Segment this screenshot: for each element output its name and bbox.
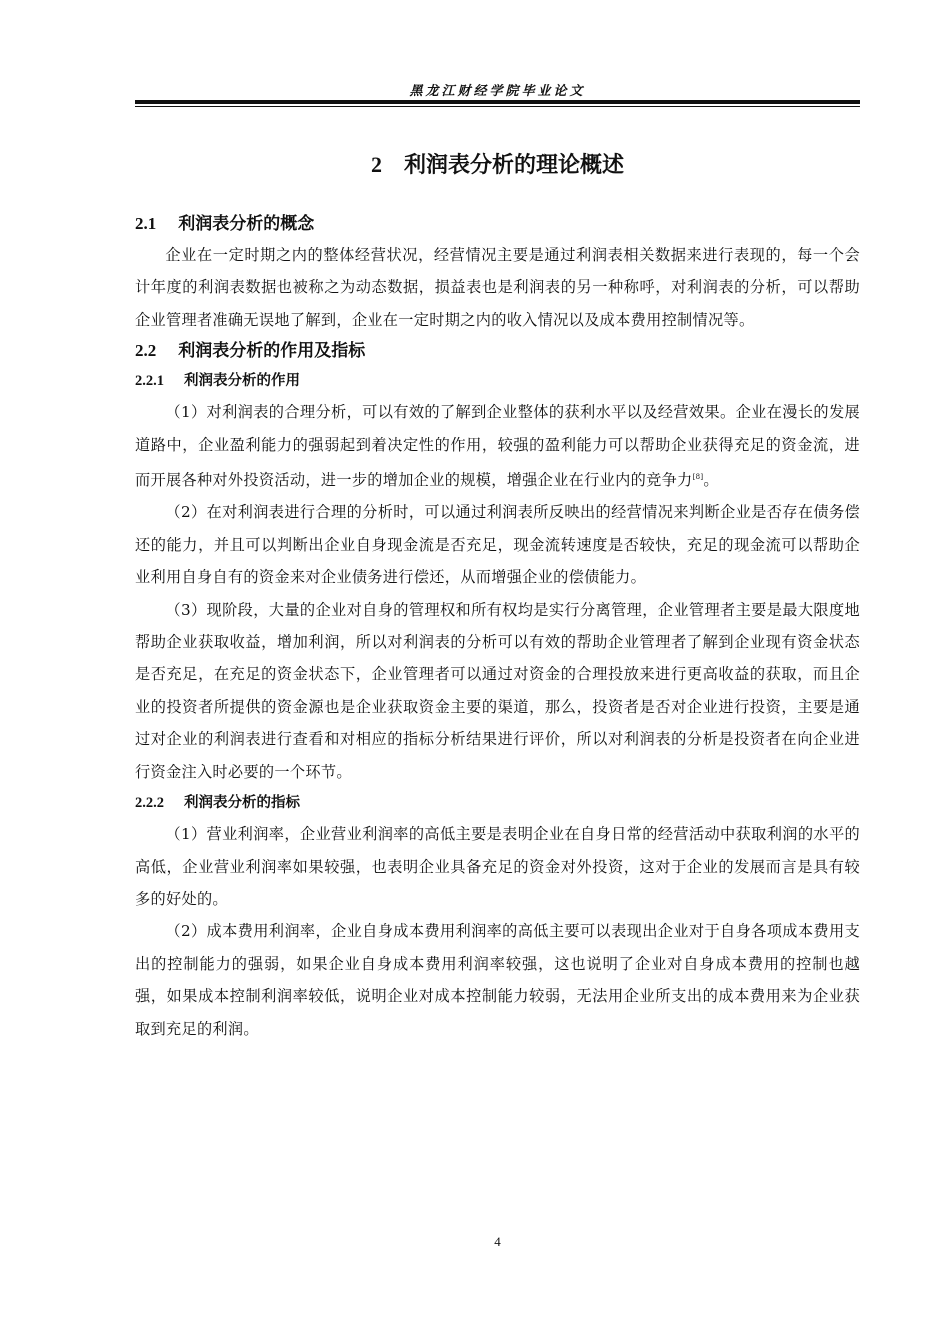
- page-number: 4: [494, 1234, 501, 1249]
- paragraph-2-2-1-item-1: [135, 396, 860, 496]
- page-body: [135, 144, 860, 1045]
- subsection-title: 利润表分析的指标: [184, 795, 300, 812]
- section-heading-2-1: [135, 209, 860, 239]
- paragraph-2-2-1-item-3: （3）现阶段，大量的企业对自身的管理权和所有权均是实行分离管理，企业管理者主要是最大限度地帮助企业获取收益，增加利润，所以对利润表的分析可以有效的帮助企业管理者了解到企业现有资金状态是否充足，在充足的资金状态下，企业管理者可以通过对资金的合理投放来进行更高收益的获取，而且企业的投资者所提供的资金源也是企业获取资金主要的渠道，那么，投资者是否对企业进行投资，主要是通过对企业的利润表进行查看和对相应的指标分析结果进行评价，所以对利润表的分析是投资者在向企业进行资金注入时必要的一个环节。: [135, 600, 860, 781]
- running-header: 黑龙江财经学院毕业论文: [409, 84, 586, 99]
- chapter-number: 2: [370, 152, 382, 177]
- subsection-number: 2.2.2: [135, 795, 164, 812]
- subsection-number: 2.2.1: [135, 373, 164, 390]
- header-rule-thin: [135, 106, 860, 107]
- chapter-title-text: 利润表分析的理论概述: [403, 153, 624, 178]
- paragraph-text: （1）对利润表的合理分析，可以有效的了解到企业整体的获利水平以及经营效果。企业在漫长的发展道路中，企业盈利能力的强弱起到着决定性的作用，较强的盈利能力可以帮助企业获得充足的资金流，进而开展各种对外投资活动，进一步的增加企业的规模，增强企业在行业内的竞争力: [135, 403, 860, 490]
- section-title: 利润表分析的概念: [178, 214, 315, 234]
- section-heading-2-2: [135, 336, 860, 366]
- paragraph-2-2-2-item-1: （1）营业利润率，企业营业利润率的高低主要是表明企业在自身日常的经营活动中获取利润的水平的高低，企业营业利润率如果较强，也表明企业具备充足的资金对外投资，这对于企业的发展而言是具有较多的好处的。: [135, 825, 860, 908]
- subsection-heading-2-2-2: [135, 788, 860, 818]
- chapter-title: [135, 144, 860, 187]
- section-number: 2.1: [135, 214, 157, 233]
- paragraph-2-2-2-item-2: （2）成本费用利润率，企业自身成本费用利润率的高低主要可以表现出企业对于自身各项成本费用支出的控制能力的强弱，如果企业自身成本费用利润率较强，这也说明了企业对自身成本费用的控制也越强，如果成本控制利润率较低，说明企业对成本控制能力较弱，无法用企业所支出的成本费用来为企业获取到充足的利润。: [135, 922, 860, 1038]
- section-title: 利润表分析的作用及指标: [178, 341, 366, 362]
- section-number: 2.2: [135, 341, 157, 361]
- subsection-title: 利润表分析的作用: [184, 373, 300, 390]
- subsection-heading-2-2-1: [135, 366, 860, 396]
- paragraph-end: 。: [703, 471, 719, 490]
- paragraph-2-2-1-item-2: （2）在对利润表进行合理的分析时，可以通过利润表所反映出的经营情况来判断企业是否存在债务偿还的能力，并且可以判断出企业自身现金流是否充足，现金流转速度是否较快，充足的现金流可以帮助企业利用自身自有的资金来对企业债务进行偿还，从而增强企业的偿债能力。: [135, 503, 860, 587]
- paragraph-2-1: 企业在一定时期之内的整体经营状况，经营情况主要是通过利润表相关数据来进行表现的，每一个会计年度的利润表数据也被称之为动态数据，损益表也是利润表的另一种称呼，对利润表的分析，可以帮助企业管理者准确无误地了解到，企业在一定时期之内的收入情况以及成本费用控制情况等。: [135, 246, 860, 329]
- header-rule-thick: [135, 100, 860, 104]
- citation-ref: [8]: [692, 473, 704, 482]
